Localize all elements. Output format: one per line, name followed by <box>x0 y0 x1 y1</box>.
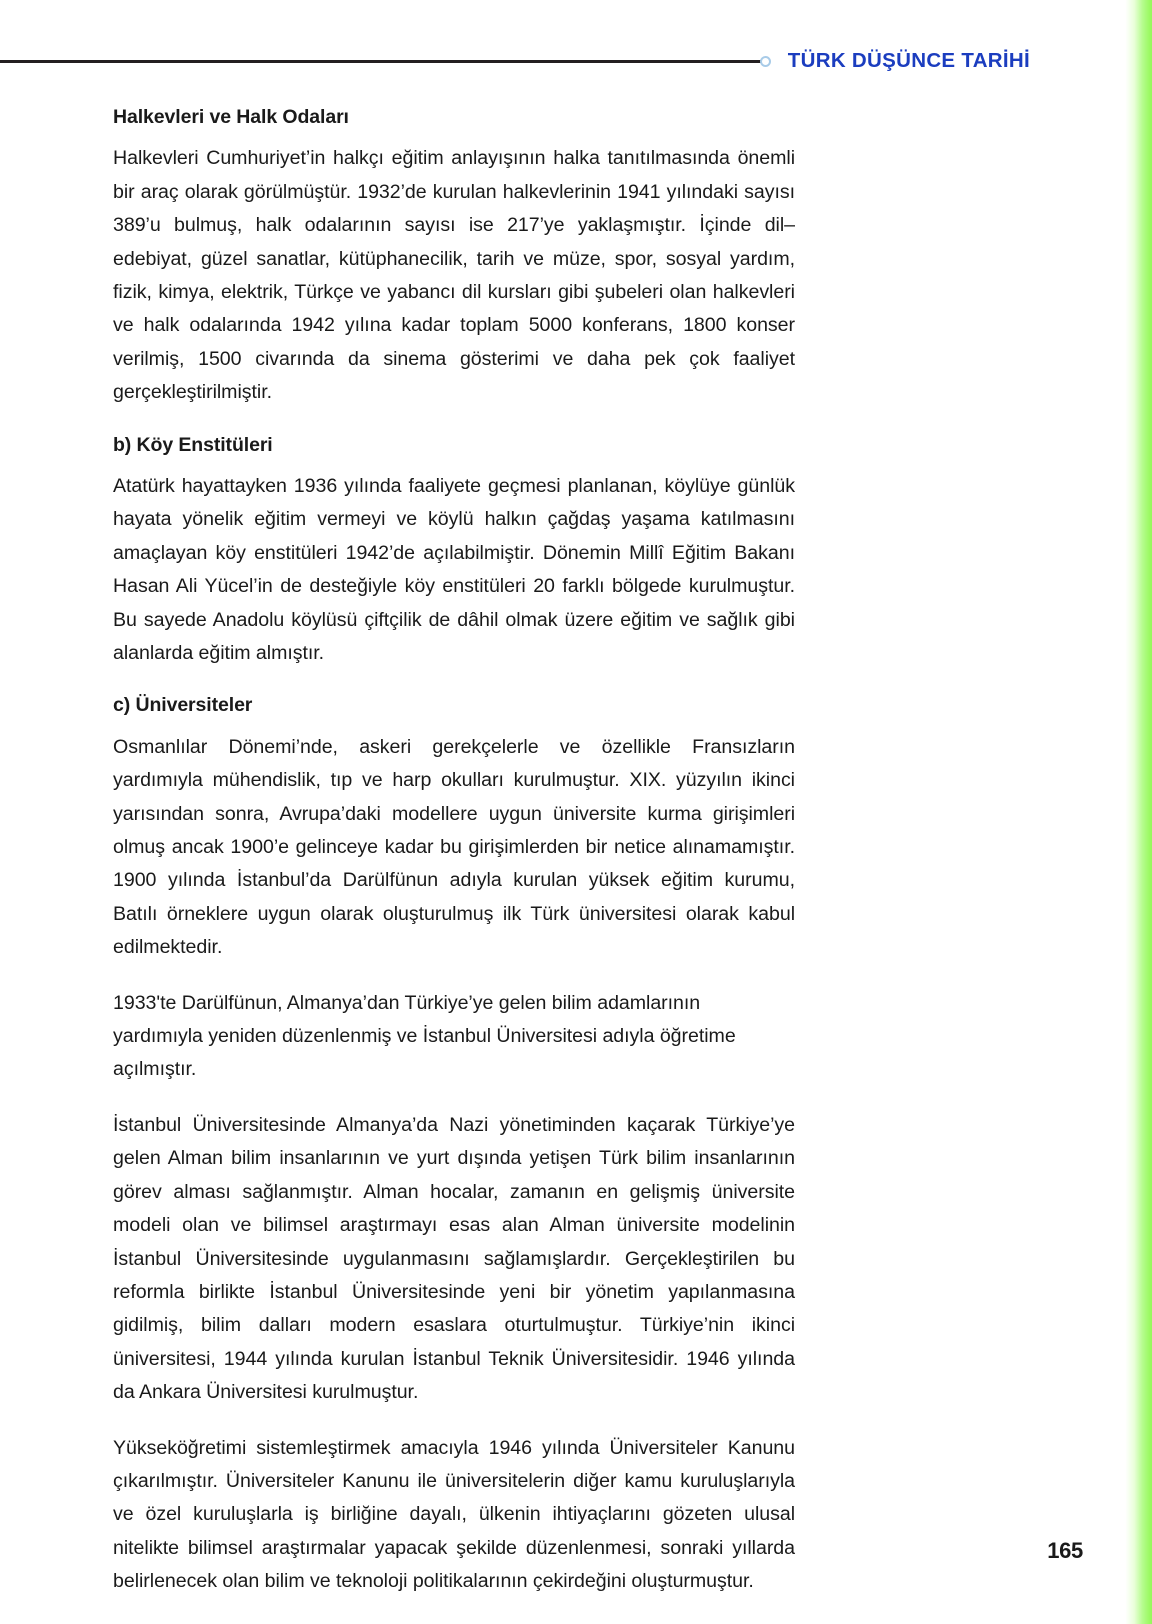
paragraph-halkevleri: Halkevleri Cumhuriyet’in halkçı eğitim anlayışının halka tanıtılmasında önemli bir araç olarak görülmüştür. 1932’de kurulan halkevlerinin 1941 yılındaki sayısı 389’u bulmuş, halk odalarının sayısı ise 217’ye yaklaşmıştır. İçinde dil–edebiyat, güzel sanatlar, kütüphanecilik, tarih ve müze, spor, sosyal yardım, fizik, kimya, elektrik, Türkçe ve yabancı dil kursları gibi şubeleri olan halkevleri ve halk odalarında 1942 yılına kadar toplam 5000 konferans, 1800 konser verilmiş, 1500 civarında da sinema gösterimi ve daha pek çok faaliyet gerçekleştirilmiştir. <box>113 147 795 404</box>
section-heading-universiteler: c) Üniversiteler <box>113 694 253 717</box>
section-heading-halkevleri: Halkevleri ve Halk Odaları <box>113 106 349 128</box>
header-rule-line <box>0 60 761 63</box>
circle-marker-icon <box>760 56 771 67</box>
running-header <box>0 46 1118 76</box>
paragraph-darulfunun-1933: 1933'te Darülfünun, Almanya’dan Türkiye’ye gelen bilim adamlarının yardımıyla yeniden düzenlenmiş ve İstanbul Üniversitesi adıyla öğretime açılmıştır. <box>113 991 736 1081</box>
paragraph-universiteler-kanunu: Yükseköğretimi sistemleştirmek amacıyla 1946 yılında Üniversiteler Kanunu çıkarılmıştır. Üniversiteler Kanunu ile üniversitelerin diğer kamu kuruluşlarıyla ve özel kuruluşlarla iş birliğine dayalı, ülkenin ihtiyaçlarını gözeten ulusal nitelikte bilimsel araştırmalar yapacak şekilde düzenlenmesi, sonraki yıllarda belirlenecek olan bilim ve teknoloji politikalarının çekirdeğini oluşturmuştur. <box>113 1436 795 1593</box>
running-header-title: TÜRK DÜŞÜNCE TARİHİ <box>787 49 1030 72</box>
page-number: 165 <box>1047 1538 1083 1563</box>
paragraph-universiteler-osmanli: Osmanlılar Dönemi’nde, askeri gerekçelerle ve özellikle Fransızların yardımıyla mühendislik, tıp ve harp okulları kurulmuştur. XIX. yüzyılın ikinci yarısından sonra, Avrupa’daki modellere uygun üniversite kurma girişimleri olmuş ancak 1900’e gelinceye kadar bu girişimlerden bir netice alınamamıştır. 1900 yılında İstanbul’da Darülfünun adıyla kurulan yüksek eğitim kurumu, Batılı örneklere uygun olarak oluşturulmuş ilk Türk üniversitesi olarak kabul edilmektedir. <box>113 735 795 959</box>
section-heading-koy-enstituleri: b) Köy Enstitüleri <box>113 433 273 456</box>
decorative-edge-strip <box>1118 0 1152 1624</box>
page-content <box>113 105 795 1599</box>
paragraph-istanbul-universitesi: İstanbul Üniversitesinde Almanya’da Nazi yönetiminden kaçarak Türkiye’ye gelen Alman bilim insanlarının ve yurt dışında yetişen Türk bilim insanlarının görev alması sağlanmıştır. Alman hocalar, zamanın en gelişmiş üniversite modeli olan ve bilimsel araştırmayı esas alan Alman üniversite modelinin İstanbul Üniversitesinde uygulanmasını sağlamışlardır. Gerçekleştirilen bu reformla birlikte İstanbul Üniversitesinde yeni bir yönetim yapılanmasına gidilmiş, bilim dalları modern esaslara oturtulmuştur. Türkiye’nin ikinci üniversitesi, 1944 yılında kurulan İstanbul Teknik Üniversitesidir. 1946 yılında da Ankara Üniversitesi kurulmuştur. <box>113 1113 795 1404</box>
paragraph-koy-enstituleri: Atatürk hayattayken 1936 yılında faaliyete geçmesi planlanan, köylüye günlük hayata yönelik eğitim vermeyi ve köylü halkın çağdaş yaşama katılmasını amaçlayan köy enstitüleri 1942’de açılabilmiştir. Dönemin Millî Eğitim Bakanı Hasan Ali Yücel’in de desteğiyle köy enstitüleri 20 farklı bölgede kurulmuştur. Bu sayede Anadolu köylüsü çiftçilik de dâhil olmak üzere eğitim ve sağlık gibi alanlarda eğitim almıştır. <box>113 475 795 665</box>
